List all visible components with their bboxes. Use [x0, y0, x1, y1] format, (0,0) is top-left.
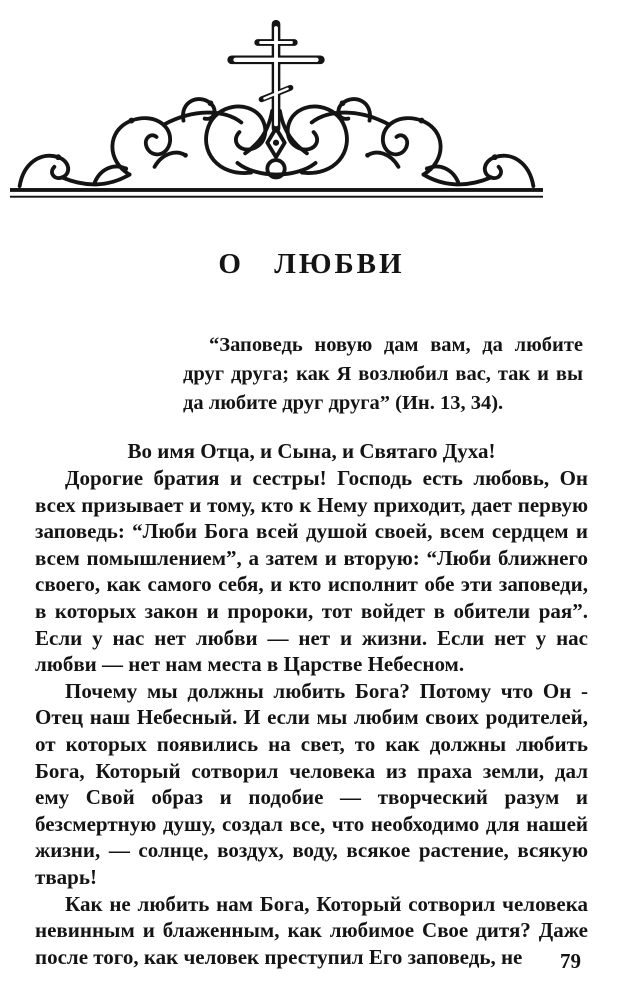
paragraph: Почему мы должны любить Бога? Потому что Он - Отец наш Небесный. И если мы любим своих родителей, от которых появились на свет, то как должны любить Бога, Который сотворил человека из праха земли, дал ему Свой образ и подобие — творческий разум и безсмертную душу, создал все, что необходимо для нашей жизни, — солнце, воздух, воду, всякое растение, всякую тварь! [35, 678, 588, 889]
page-number: 79 [560, 949, 581, 973]
headpiece-ornament [10, 14, 613, 204]
body-text [35, 465, 588, 970]
chapter-title: О ЛЮБВИ [218, 248, 405, 280]
paragraph: Дорогие братия и сестры! Господь есть любовь, Он всех призывает и тому, кто к Нему приходит, дает первую заповедь: “Люби Бога всей душой своей, всем сердцем и всем помышлением”, а затем и вторую: “Люби ближнего своего, как самого себя, и кто исполнит обе эти заповеди, в которых закон и пророки, тот войдет в обители рая”. Если у нас нет любви — нет и жизни. Если нет у нас любви — нет нам места в Царстве Небесном. [35, 466, 588, 677]
cross-scrollwork-ornament-graphic [10, 14, 543, 204]
invocation-line: Во имя Отца, и Сына, и Святаго Духа! [127, 439, 496, 463]
paragraph: Как не любить нам Бога, Который сотворил человека невинным и блаженным, как любимое Свое дитя? Даже после того, как человек преступил Его заповедь, не [35, 891, 588, 969]
orthodox-cross-icon [232, 24, 321, 128]
epigraph-quote: “Заповедь новую дам вам, да любите друг друга; как Я возлюбил вас, так и вы да любите друг друга” (Ин. 13, 34). [183, 334, 583, 414]
